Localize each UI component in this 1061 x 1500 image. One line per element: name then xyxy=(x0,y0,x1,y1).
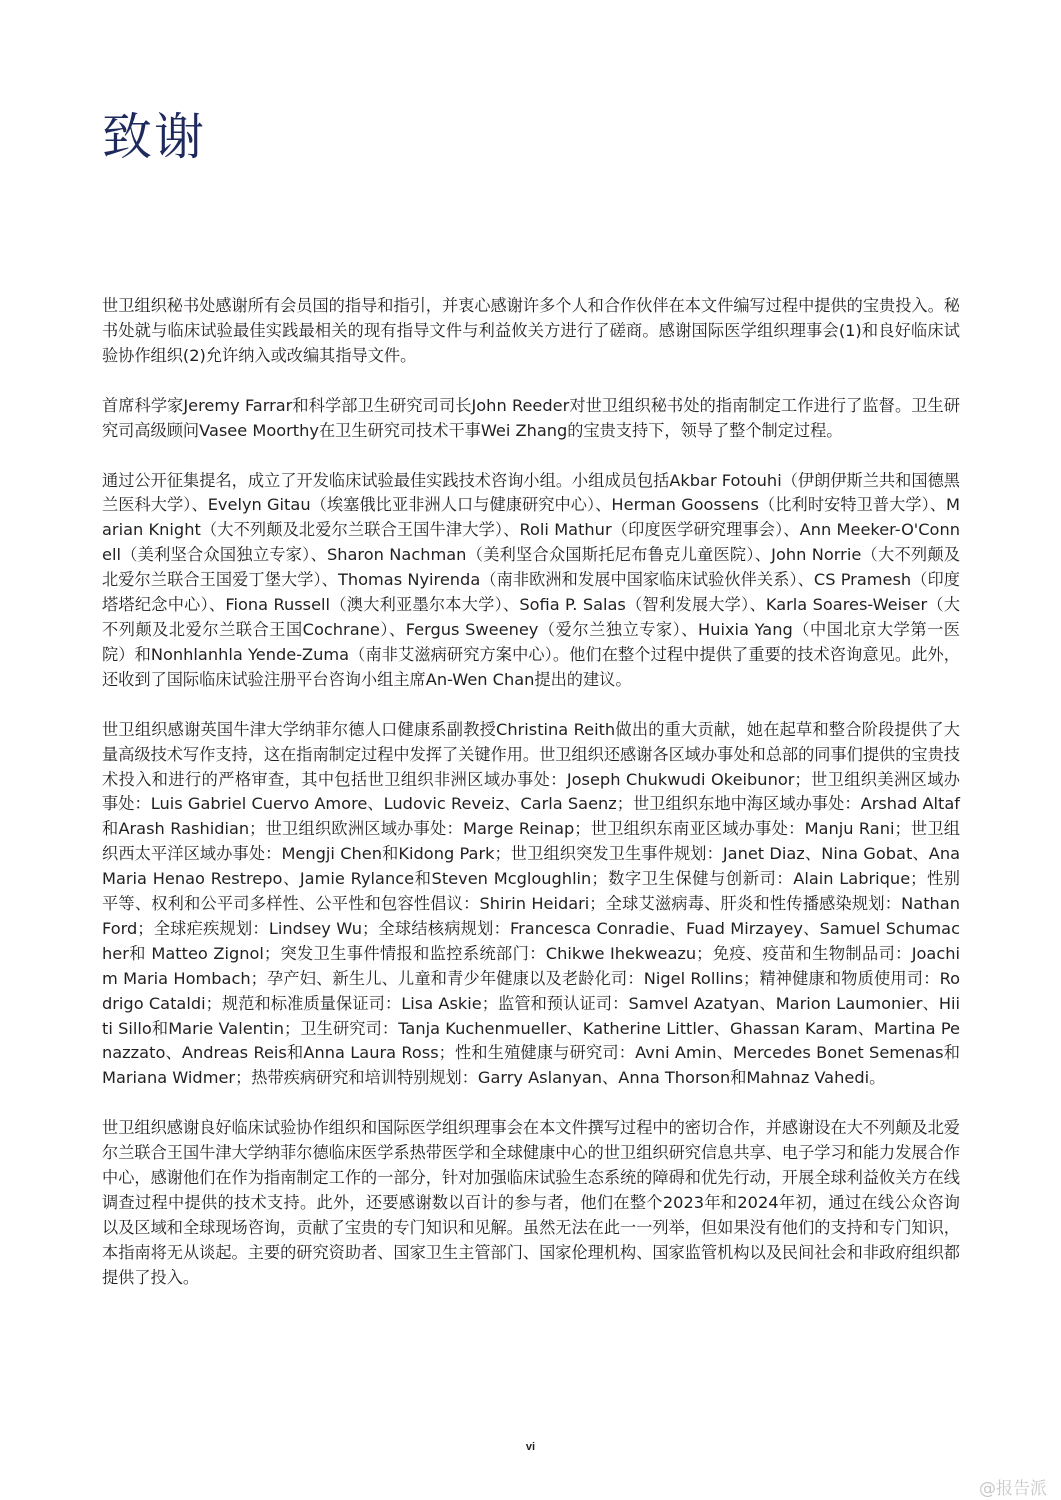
acknowledgements-body xyxy=(102,294,960,1316)
page-number: vi xyxy=(525,1441,536,1453)
paragraph-secretariat-thanks: 世卫组织秘书处感谢所有会员国的指导和指引，并衷心感谢许多个人和合作伙伴在本文件编写过程中提供的宝贵投入。秘书处就与临床试验最佳实践最相关的现有指导文件与利益攸关方进行了磋商。感谢国际医学组织理事会(1)和良好临床试验协作组织(2)允许纳入或改编其指导文件。 xyxy=(102,296,960,365)
paragraph-supervision: 首席科学家Jeremy Farrar和科学部卫生研究司司长John Reeder对世卫组织秘书处的指南制定工作进行了监督。卫生研究司高级顾问Vasee Moorthy在卫生研究司技术干事Wei Zhang的宝贵支持下，领导了整个制定过程。 xyxy=(102,395,960,440)
paragraph-contributors: 世卫组织感谢英国牛津大学纳菲尔德人口健康系副教授Christina Reith做出的重大贡献，她在起草和整合阶段提供了大量高级技术写作支持，这在指南制定过程中发挥了关键作用。世卫组织还感谢各区域办事处和总部的同事们提供的宝贵技术投入和进行的严格审查，其中包括世卫组织非洲区域办事处：Joseph Chukwudi Okeibunor；世卫组织美洲区域办事处：Luis Gabriel Cuervo Amore、Ludovic Reveiz、Carla Saenz；世卫组织东地中海区域办事处：Arshad Altaf和Arash Rashidian；世卫组织欧洲区域办事处：Marge Reinap；世卫组织东南亚区域办事处：Manju Rani；世卫组织西太平洋区域办事处：Mengji Chen和Kidong Park；世卫组织突发卫生事件规划：Janet Diaz、Nina Gobat、Ana Maria Henao Restrepo、Jamie Rylance和Steven Mcgloughlin；数字卫生保健与创新司：Alain Labrique；性别平等、权利和公平司多样性、公平性和包容性倡议：Shirin Heidari；全球艾滋病毒、肝炎和性传播感染规划：Nathan Ford；全球疟疾规划：Lindsey Wu；全球结核病规划：Francesca Conradie、Fuad Mirzayey、Samuel Schumacher和 Matteo Zignol；突发卫生事件情报和监控系统部门：Chikwe Ihekweazu；免疫、疫苗和生物制品司：Joachim Maria Hombach；孕产妇、新生儿、儿童和青少年健康以及老龄化司：Nigel Rollins；精神健康和物质使用司：Rodrigo Cataldi；规范和标准质量保证司：Lisa Askie；监管和预认证司：Samvel Azatyan、Marion Laumonier、Hiiti Sillo和Marie Valentin；卫生研究司：Tanja Kuchenmueller、Katherine Littler、Ghassan Karam、Martina Penazzato、Andreas Reis和Anna Laura Ross；性和生殖健康与研究司：Avni Amin、Mercedes Bonet Semenas和Mariana Widmer；热带疾病研究和培训特别规划：Garry Aslanyan、Anna Thorson和Mahnaz Vahedi。 xyxy=(102,719,960,1088)
paragraph-technical-advisory-group: 通过公开征集提名，成立了开发临床试验最佳实践技术咨询小组。小组成员包括Akbar Fotouhi（伊朗伊斯兰共和国德黑兰医科大学）、Evelyn Gitau（埃塞俄比亚非洲人口与健康研究中心）、Herman Goossens（比利时安特卫普大学）、Marian Knight（大不列颠及北爱尔兰联合王国牛津大学）、Roli Mathur（印度医学研究理事会）、Ann Meeker-O'Connell（美利坚合众国独立专家）、Sharon Nachman（美利坚合众国斯托尼布鲁克儿童医院）、John Norrie（大不列颠及北爱尔兰联合王国爱丁堡大学）、Thomas Nyirenda（南非欧洲和发展中国家临床试验伙伴关系）、CS Pramesh（印度塔塔纪念中心）、Fiona Russell（澳大利亚墨尔本大学）、Sofia P. Salas（智利发展大学）、Karla Soares-Weiser（大不列颠及北爱尔兰联合王国Cochrane）、Fergus Sweeney（爱尔兰独立专家）、Huixia Yang（中国北京大学第一医院）和Nonhlanhla Yende-Zuma（南非艾滋病研究方案中心）。他们在整个过程中提供了重要的技术咨询意见。此外，还收到了国际临床试验注册平台咨询小组主席An-Wen Chan提出的建议。 xyxy=(102,470,960,689)
watermark: @报告派 xyxy=(979,1479,1047,1499)
page-title: 致谢 xyxy=(102,108,206,166)
paragraph-collaboration: 世卫组织感谢良好临床试验协作组织和国际医学组织理事会在本文件撰写过程中的密切合作，并感谢设在大不列颠及北爱尔兰联合王国牛津大学纳菲尔德临床医学系热带医学和全球健康中心的世卫组织研究信息共享、电子学习和能力发展合作中心，感谢他们在作为指南制定工作的一部分，针对加强临床试验生态系统的障碍和优先行动，开展全球利益攸关方在线调查过程中提供的技术支持。此外，还要感谢数以百计的参与者，他们在整个2023年和2024年初，通过在线公众咨询以及区域和全球现场咨询，贡献了宝贵的专门知识和见解。虽然无法在此一一列举，但如果没有他们的支持和专门知识，本指南将无从谈起。主要的研究资助者、国家卫生主管部门、国家伦理机构、国家监管机构以及民间社会和非政府组织都提供了投入。 xyxy=(102,1118,960,1287)
